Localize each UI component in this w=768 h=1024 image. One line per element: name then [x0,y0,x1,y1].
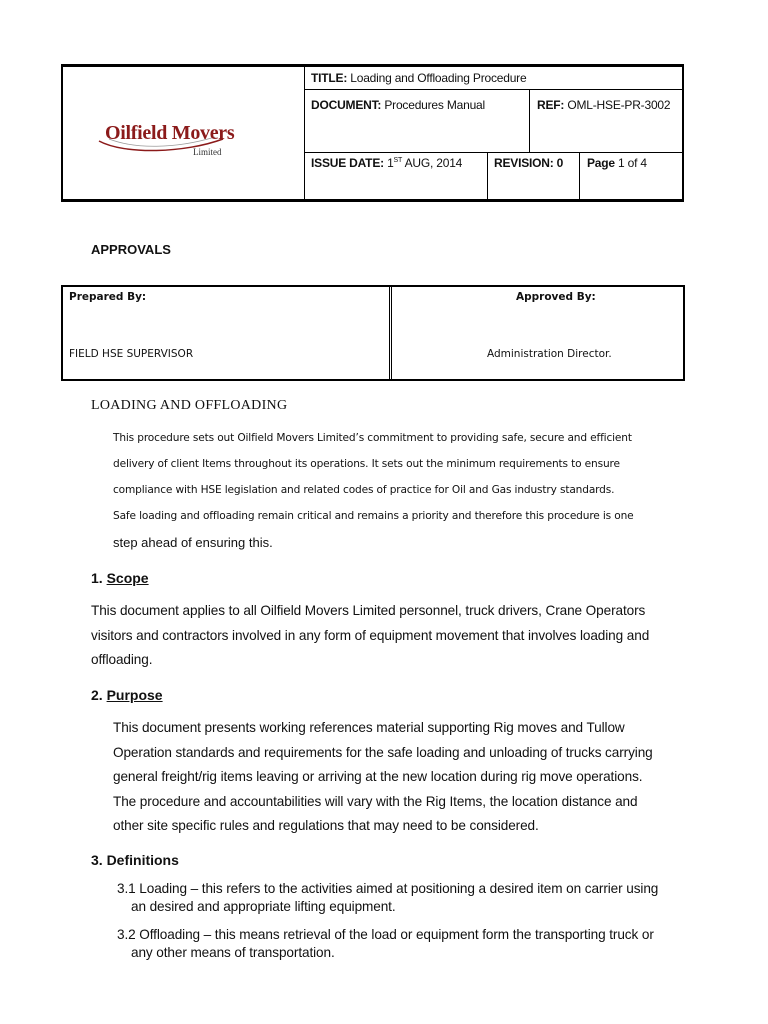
approved-by-value: Administration Director. [487,348,612,360]
title-value: Loading and Offloading Procedure [350,71,527,85]
definition-line: any other means of transportation. [131,945,335,960]
logo-wordmark: Oilfield Movers [105,122,235,144]
issue-date-day: 1 [387,156,394,170]
company-logo [95,119,245,159]
page-value: 1 of 4 [618,156,647,170]
header-divider [304,152,684,153]
logo-suffix: Limited [193,147,222,157]
section-heading-loading: LOADING AND OFFLOADING [91,398,288,413]
document-value: Procedures Manual [384,98,486,112]
purpose-paragraph-line: other site specific rules and regulations that may need to be considered. [113,818,539,833]
revision-field [494,156,563,170]
ref-field [537,98,670,112]
issue-date-suffix: ST [393,157,403,164]
definition-line: 3.1 Loading – this refers to the activities aimed at positioning a desired item on carrier using [117,881,659,896]
scope-number: 1. [91,570,103,586]
page-field [587,156,647,170]
header-divider [304,89,684,90]
intro-paragraph-line: step ahead of ensuring this. [113,535,273,550]
header-divider-vertical [487,152,488,202]
issue-date-field [311,156,462,170]
approvals-divider [389,287,390,379]
purpose-title: Purpose [106,687,163,703]
definition-line: an desired and appropriate lifting equipment. [131,899,396,914]
issue-date-label: ISSUE DATE: [311,156,384,170]
purpose-paragraph-line: The procedure and accountabilities will vary with the Rig Items, the location distance and [113,794,638,809]
section-heading-scope [91,570,149,586]
ref-value: OML-HSE-PR-3002 [567,98,671,112]
title-label: TITLE: [311,71,348,85]
issue-date-rest: AUG, 2014 [404,156,463,170]
header-divider-vertical [304,67,305,202]
approvals-divider [391,287,392,379]
document-field [311,98,485,112]
purpose-paragraph-line: This document presents working references material supporting Rig moves and Tullow [113,720,625,735]
prepared-by-value: FIELD HSE SUPERVISOR [69,348,194,360]
title-field [311,71,526,85]
purpose-paragraph-line: Operation standards and requirements for the safe loading and unloading of trucks carrying [113,745,653,760]
approvals-table [61,285,685,381]
ref-label: REF: [537,98,565,112]
intro-paragraph-line: Safe loading and offloading remain critical and remains a priority and therefore this procedure is one [113,510,634,522]
document-label: DOCUMENT: [311,98,382,112]
scope-paragraph-line: offloading. [91,652,153,667]
page-label: Page [587,156,615,170]
header-divider-vertical [529,89,530,152]
approvals-heading: APPROVALS [91,242,171,257]
definition-line: 3.2 Offloading – this means retrieval of the load or equipment form the transporting truck or [117,927,654,942]
scope-title: Scope [106,570,149,586]
document-header-table [61,64,684,202]
purpose-number: 2. [91,687,103,703]
intro-paragraph-line: delivery of client Items throughout its operations. It sets out the minimum requirements to ensure [113,458,620,470]
scope-paragraph-line: visitors and contractors involved in any form of equipment movement that involves loading and [91,628,650,643]
purpose-paragraph-line: general freight/rig items leaving or arriving at the new location during rig move operations. [113,769,643,784]
approved-by-label: Approved By: [516,291,596,303]
prepared-by-label: Prepared By: [69,291,147,303]
section-heading-purpose [91,687,163,703]
scope-paragraph-line: This document applies to all Oilfield Movers Limited personnel, truck drivers, Crane Operators [91,603,646,618]
header-divider-vertical [579,152,580,202]
section-heading-definitions: 3. Definitions [91,852,179,868]
revision-label: REVISION: 0 [494,156,564,170]
intro-paragraph-line: compliance with HSE legislation and related codes of practice for Oil and Gas industry standards. [113,484,615,496]
intro-paragraph-line: This procedure sets out Oilfield Movers Limited’s commitment to providing safe, secure and efficient [113,432,632,444]
